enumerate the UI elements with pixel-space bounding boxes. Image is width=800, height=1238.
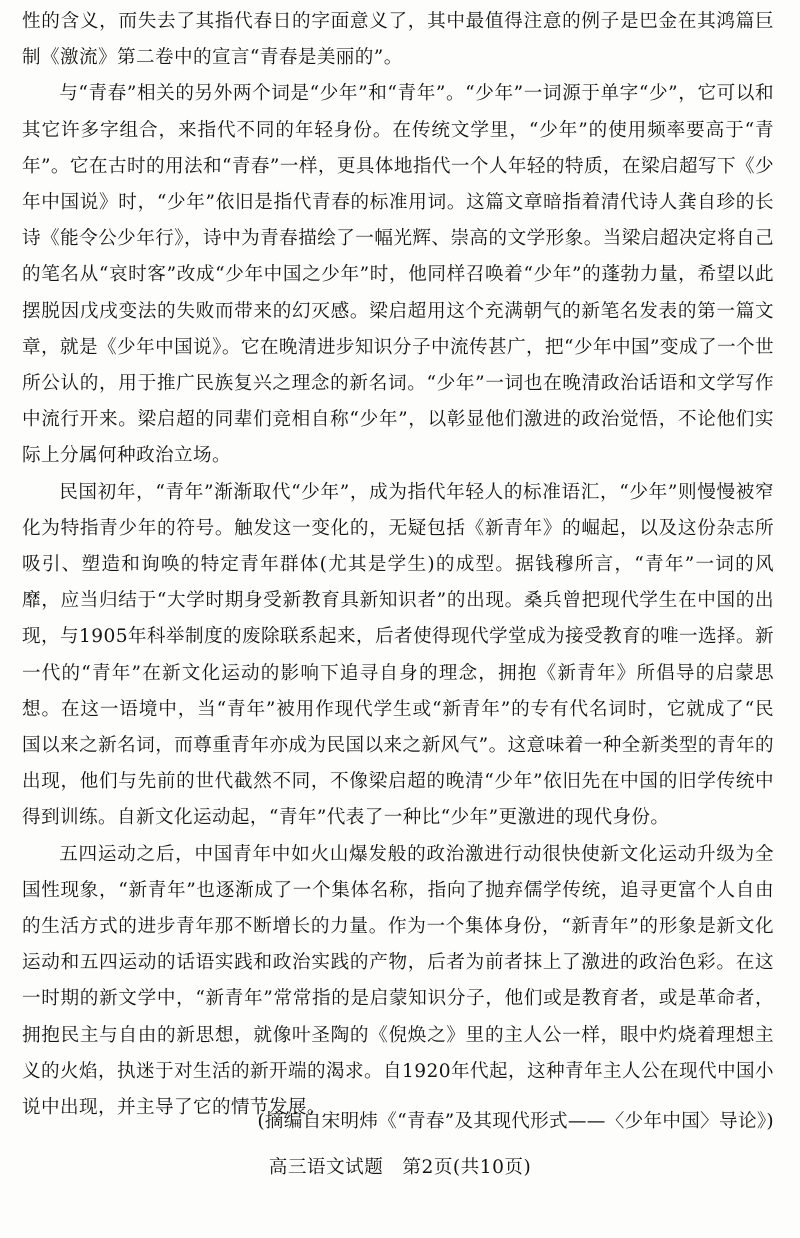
paragraph-wusi: 五四运动之后，中国青年中如火山爆发般的政治激进行动很快使新文化运动升级为全国性现象，“新青年”也逐渐成了一个集体名称，指向了抛弃儒学传统，追寻更富个人自由的生活方式的进步青年那不断增长的力量。作为一个集体身份，“新青年”的形象是新文化运动和五四运动的话语实践和政治实践的产物，后者为前者抹上了激进的政治色彩。在这一时期的新文学中，“新青年”常常指的是启蒙知识分子，他们或是教育者，或是革命者，拥抱民主与自由的新思想，就像叶圣陶的《倪焕之》里的主人公一样，眼中灼烧着理想主义的火焰，执迷于对生活的新开端的渴求。自1920年代起，这种青年主人公在现代中国小说中出现，并主导了它的情节发展。 [22,843,774,1119]
paragraph-continuation: 性的含义，而失去了其指代春日的字面意义了，其中最值得注意的例子是巴金在其鸿篇巨制《激流》第二卷中的宣言“青春是美丽的”。 [22,11,774,69]
article-body [22,4,774,1126]
page-footer: 高三语文试题 第2页(共10页) [268,1157,532,1178]
source-citation: (摘编自宋明炜《“青春”及其现代形式——〈少年中国〉导论》) [257,1111,774,1132]
paragraph-qingnian: 民国初年，“青年”渐渐取代“少年”，成为指代年轻人的标准语汇，“少年”则慢慢被窄化为特指青少年的符号。触发这一变化的，无疑包括《新青年》的崛起，以及这份杂志所吸引、塑造和询唤的特定青年群体(尤其是学生)的成型。据钱穆所言，“青年”一词的风靡，应当归结于“大学时期身受新教育具新知识者”的出现。桑兵曾把现代学生在中国的出现，与1905年科举制度的废除联系起来，后者使得现代学堂成为接受教育的唯一选择。新一代的“青年”在新文化运动的影响下追寻自身的理念，拥抱《新青年》所倡导的启蒙思想。在这一语境中，当“青年”被用作现代学生或“新青年”的专有代名词时，它就成了“民国以来之新名词，而尊重青年亦成为民国以来之新风气”。这意味着一种全新类型的青年的出现，他们与先前的世代截然不同，不像梁启超的晚清“少年”依旧先在中国的旧学传统中得到训练。自新文化运动起，“青年”代表了一种比“少年”更激进的现代身份。 [22,481,774,829]
paragraph-shaonian: 与“青春”相关的另外两个词是“少年”和“青年”。“少年”一词源于单字“少”，它可以和其它许多字组合，来指代不同的年轻身份。在传统文学里，“少年”的使用频率要高于“青年”。它在古时的用法和“青春”一样，更具体地指代一个人年轻的特质，在梁启超写下《少年中国说》时，“少年”依旧是指代青春的标准用词。这篇文章暗指着清代诗人龚自珍的长诗《能令公少年行》，诗中为青春描绘了一幅光辉、崇高的文学形象。当梁启超决定将自己的笔名从“哀时客”改成“少年中国之少年”时，他同样召唤着“少年”的蓬勃力量，希望以此摆脱因戊戌变法的失败而带来的幻灭感。梁启超用这个充满朝气的新笔名发表的第一篇文章，就是《少年中国说》。它在晚清进步知识分子中流传甚广，把“少年中国”变成了一个世所公认的，用于推广民族复兴之理念的新名词。“少年”一词也在晚清政治话语和文学写作中流行开来。梁启超的同辈们竞相自称“少年”，以彰显他们激进的政治觉悟，不论他们实际上分属何种政治立场。 [22,83,774,467]
